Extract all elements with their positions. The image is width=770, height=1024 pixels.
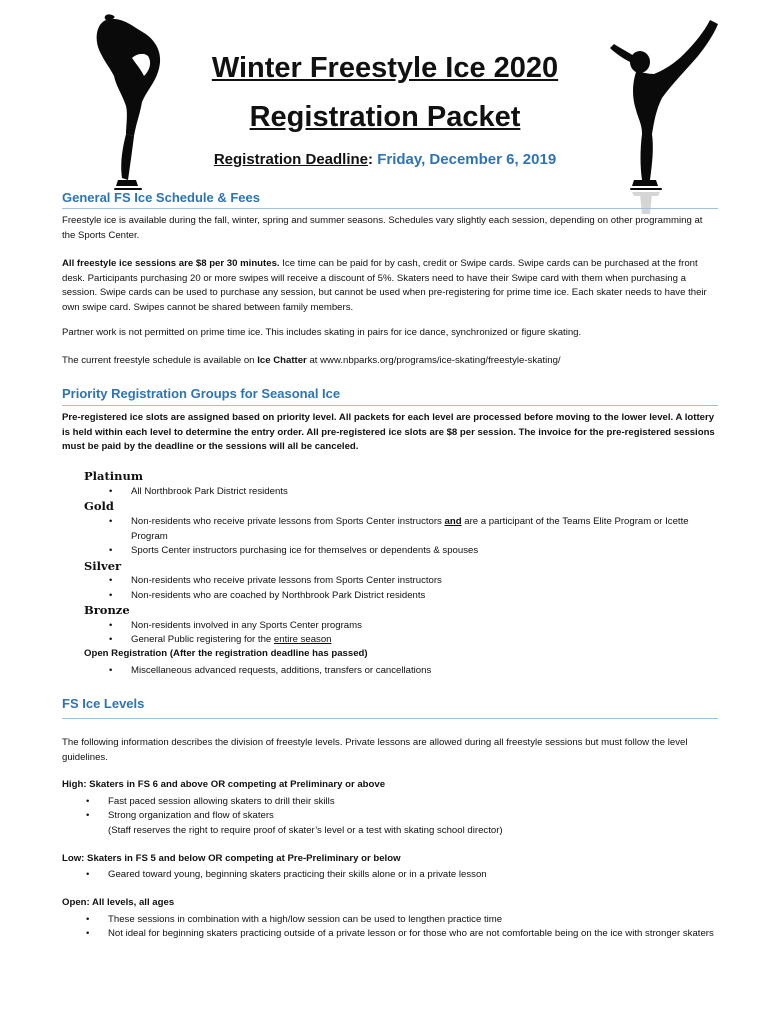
level-high-heading xyxy=(62,779,385,790)
bullet: • xyxy=(109,516,113,527)
list-item xyxy=(86,795,335,810)
list-item xyxy=(109,589,426,604)
list-item-text: Fast paced session allowing skaters to drill their skills xyxy=(108,796,335,807)
ice-chatter-text: Ice Chatter xyxy=(257,355,307,366)
list-item xyxy=(109,619,362,634)
bullet: • xyxy=(86,914,90,925)
list-item xyxy=(86,927,720,942)
list-item xyxy=(109,485,288,500)
list-item-text: Non-residents who receive private lessons from Sports Center instructors xyxy=(131,575,442,586)
level-open-label: Open: xyxy=(62,897,90,908)
list-item-text: These sessions in combination with a high/low session can be used to lengthen practice time xyxy=(108,914,503,925)
document-title-line-1: Winter Freestyle Ice 2020 xyxy=(211,52,559,84)
bullet: • xyxy=(109,545,113,556)
list-item-text: General Public registering for the xyxy=(131,634,274,645)
group-platinum-heading: Platinum xyxy=(84,469,144,483)
group-bronze-heading: Bronze xyxy=(84,603,130,617)
bullet: • xyxy=(109,590,113,601)
general-paragraph-4 xyxy=(62,354,718,369)
deadline-date: Friday, December 6, 2019 xyxy=(377,151,557,168)
list-item-text: Non-residents who receive private lessons from Sports Center instructors xyxy=(131,516,445,527)
group-silver-heading: Silver xyxy=(84,559,122,573)
schedule-url: at www.nbparks.org/programs/ice-skating/freestyle-skating/ xyxy=(306,355,561,366)
priority-intro: Pre-registered ice slots are assigned based on priority level. All packets for each level are processed before moving to the lower level. A lottery is held within each level to determine the entry order. All pre-registered ice slots are $8 per session. The invoice for the pre-registered sessions must be paid by the deadline or the sessions will all be canceled. xyxy=(62,412,715,452)
group-open-heading: Open Registration (After the registration deadline has passed) xyxy=(84,648,368,659)
bullet: • xyxy=(86,928,90,939)
bullet: • xyxy=(109,620,113,631)
level-high-label: High: xyxy=(62,779,87,790)
section-rule xyxy=(62,718,718,719)
list-item-text: Non-residents involved in any Sports Center programs xyxy=(131,620,362,631)
section-rule xyxy=(62,405,718,406)
fee-details: Ice time can be paid for by cash, credit or Swipe cards. Swipe cards can be purchased at the front desk. Participants purchasing 20 or more swipes will receive a discount of 5%. Skaters need to have their Swipe card with them when purchasing a session. Swipe cards can be used to purchase any session, but cannot be used when pre-registering for prime time ice. Each skater needs to have their own swipe card. Swipes cannot be shared between family members. xyxy=(62,258,707,313)
list-item-text: Miscellaneous advanced requests, additions, transfers or cancellations xyxy=(131,665,432,676)
bullet: • xyxy=(86,796,90,807)
schedule-text: The current freestyle schedule is available on xyxy=(62,355,258,366)
emphasis-entire-season: entire season xyxy=(273,634,332,645)
list-item xyxy=(86,913,503,928)
bullet: • xyxy=(109,486,113,497)
list-item-text: Geared toward young, beginning skaters practicing their skills alone or in a private lesson xyxy=(108,869,487,880)
list-item-text: Non-residents who are coached by Northbrook Park District residents xyxy=(131,590,426,601)
list-item xyxy=(109,515,721,544)
emphasis-and: and xyxy=(444,516,462,527)
bullet: • xyxy=(109,665,113,676)
bullet: • xyxy=(109,634,113,645)
list-item xyxy=(109,633,332,648)
level-low-description: Skaters in FS 5 and below OR competing at Pre-Preliminary or below xyxy=(84,853,401,864)
levels-intro: The following information describes the division of freestyle levels. Private lessons are allowed during all freestyle sessions but must follow the level guidelines. xyxy=(62,737,688,763)
list-item xyxy=(86,809,274,824)
deadline-colon: : xyxy=(368,151,374,168)
level-low-label: Low: xyxy=(62,853,85,864)
level-high-note: (Staff reserves the right to require proof of skater’s level or a test with skating school director) xyxy=(108,825,503,836)
level-open-description: All levels, all ages xyxy=(89,897,175,908)
bullet: • xyxy=(86,869,90,880)
group-gold-heading: Gold xyxy=(84,499,114,513)
bullet: • xyxy=(86,810,90,821)
level-low-heading xyxy=(62,853,401,864)
list-item-text: Strong organization and flow of skaters xyxy=(108,810,274,821)
list-item-text: All Northbrook Park District residents xyxy=(131,486,288,497)
document-title-line-2: Registration Packet xyxy=(249,101,521,133)
list-item-text: Sports Center instructors purchasing ice for themselves or dependents & spouses xyxy=(131,545,479,556)
general-paragraph-2 xyxy=(62,257,718,315)
level-open-heading xyxy=(62,897,174,908)
bullet: • xyxy=(109,575,113,586)
section-rule xyxy=(62,208,718,209)
general-paragraph-3: Partner work is not permitted on prime time ice. This includes skating in pairs for ice dance, synchronized or figure skating. xyxy=(62,327,582,338)
list-item xyxy=(109,664,432,679)
section-heading-general: General FS Ice Schedule & Fees xyxy=(62,190,260,205)
list-item xyxy=(109,574,442,589)
general-paragraph-1: Freestyle ice is available during the fall, winter, spring and summer seasons. Schedules vary slightly each session, depending on other programming at the Sports Center. xyxy=(62,215,703,241)
section-heading-priority: Priority Registration Groups for Seasonal Ice xyxy=(62,386,341,401)
deadline-label: Registration Deadline xyxy=(213,151,369,168)
registration-deadline xyxy=(0,151,770,168)
list-item-text: are a participant of the Teams Elite Program or Icette Program xyxy=(131,516,689,542)
fee-statement: All freestyle ice sessions are $8 per 30 minutes. xyxy=(62,258,280,269)
list-item-text: Not ideal for beginning skaters practicing outside of a private lesson or for those who are not comfortable being on the ice with stronger skaters xyxy=(108,928,714,939)
list-item xyxy=(109,544,479,559)
section-heading-levels: FS Ice Levels xyxy=(62,696,145,711)
level-high-description: Skaters in FS 6 and above OR competing at Preliminary or above xyxy=(86,779,386,790)
list-item xyxy=(86,868,487,883)
